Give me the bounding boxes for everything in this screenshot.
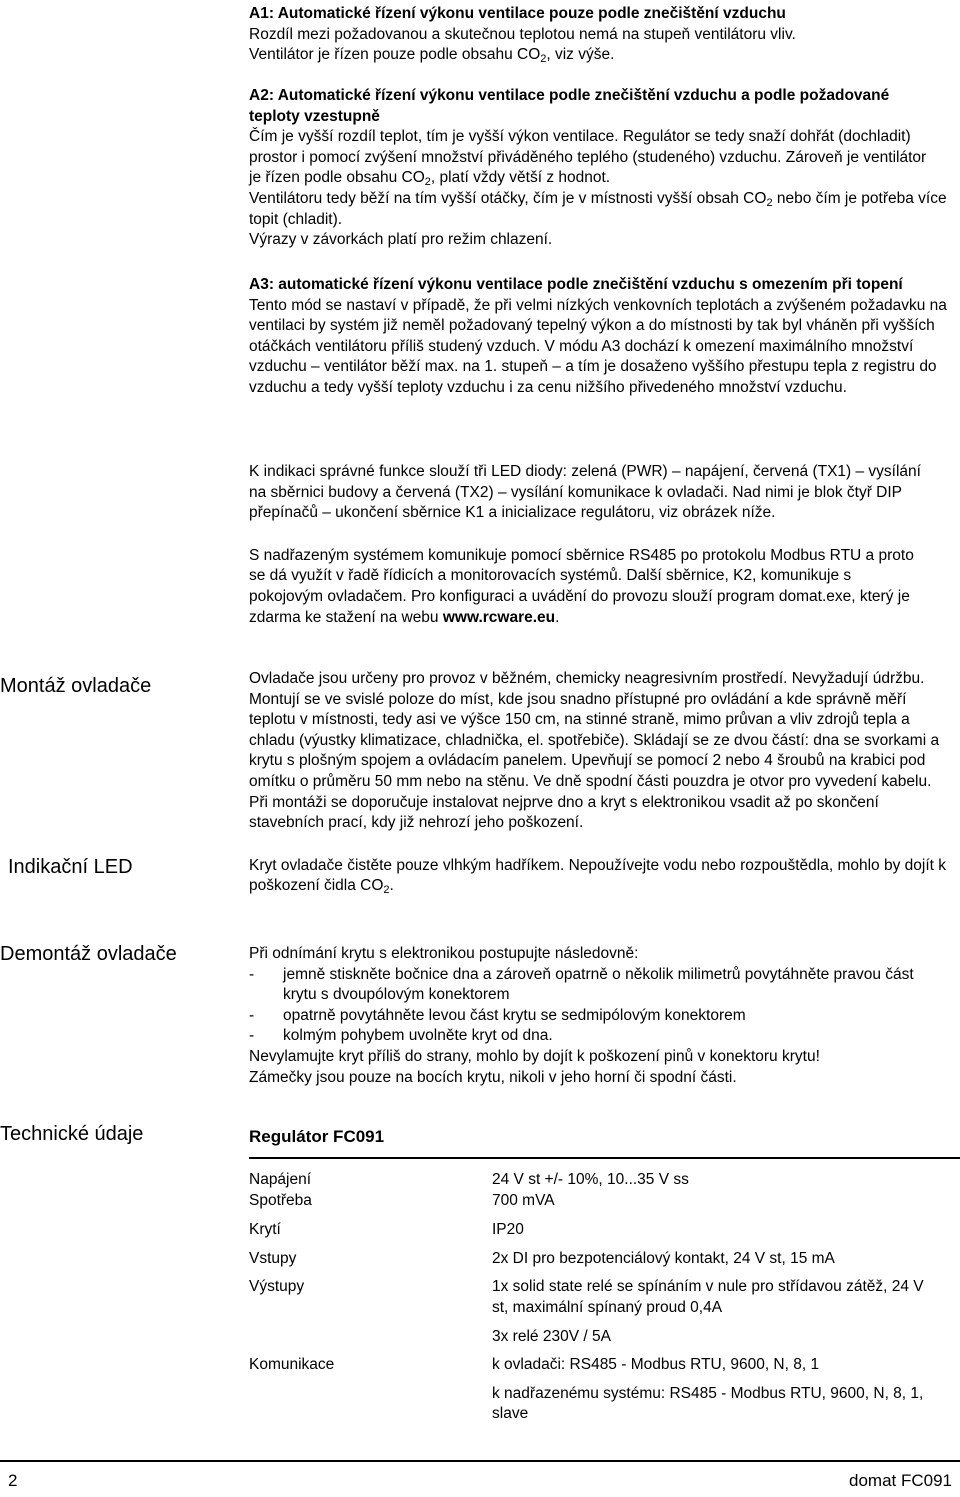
section-a1 [249, 4, 949, 66]
side-heading-led: Indikační LED [8, 856, 133, 878]
a2-paragraph-2: Ventilátoru tedy běží na tím vyšší otáčky, čím je v místnosti vyšší obsah $CO_2$ nebo čím je potřeba více topit (chladit). [249, 189, 947, 228]
footer-product: domat FC091 [849, 1471, 952, 1490]
section-led [249, 462, 949, 628]
spec-row: 3x relé 230V / 5A [492, 1327, 611, 1345]
mount-paragraph-2: Kryt ovladače čistěte pouze vlhkým hadříkem. Nepoužívejte vodu nebo rozpouštědla, mohlo by dojít k poškození čidla $CO_2$. [249, 856, 947, 897]
a1-line2: Ventilátor je řízen pouze podle obsahu $CO_2$, viz výše. [249, 46, 615, 66]
spec-row: Napájení 24 V st +/- 10%, 10...35 V ss [249, 1171, 689, 1188]
tech-title: Regulátor FC091 [249, 1127, 385, 1146]
led-paragraph-2: S nadřazeným systémem komunikuje pomocí sběrnice RS485 po protokolu Modbus RTU a proto se dá využít v řadě řídicích a monitorovacích systémů. Další sběrnice, K2, komunikuje s pokojovým ovladačem. Pro konfiguraci a uvádění do provozu slouží program domat.exe, který je zdarma ke stažení na webu www.rcware.eu. [249, 546, 914, 626]
spec-row: Výstupy 1x solid state relé se spínáním v nule pro střídavou zátěž, 24 V st, maximální spínaný proud 0,4A [249, 1278, 924, 1316]
demount-step: - kolmým pohybem uvolněte kryt od dna. [249, 1027, 553, 1045]
spec-table [249, 1170, 949, 1425]
a2-paragraph-1: Čím je vyšší rozdíl teplot, tím je vyšší výkon ventilace. Regulátor se tedy snaží dohřát (dochladit) prostor i pomocí zvýšení množství přiváděného teplého (studeného) vzduchu. Zároveň je ventilátor je řízen podle obsahu $CO_2$, platí vždy větší z hodnot. [249, 128, 927, 189]
a1-heading: A1: Automatické řízení výkonu ventilace pouze podle znečištění vzduchu [249, 5, 786, 22]
demount-note: Zámečky jsou pouze na bocích krytu, nikoli v jeho horní či spodní části. [249, 1068, 737, 1086]
demount-step: - jemně stiskněte bočnice dna a zároveň opatrně o několik milimetrů povytáhněte pravou část krytu s dvoupólovým konektorem [249, 965, 914, 1004]
side-heading-demount: Demontáž ovladače [0, 943, 177, 965]
footer-page-number: 2 [8, 1471, 18, 1490]
a2-heading: A2: Automatické řízení výkonu ventilace podle znečištění vzduchu a podle požadované teploty vzestupně [249, 87, 890, 125]
spec-row: Krytí IP20 [249, 1221, 524, 1239]
a1-line1: Rozdíl mezi požadovanou a skutečnou teplotou nemá na stupeň ventilátoru vliv. [249, 25, 796, 43]
demount-steps [249, 965, 929, 1047]
footer-divider [0, 1460, 960, 1462]
led-paragraph-1: K indikaci správné funkce slouží tři LED diody: zelená (PWR) – napájení, červená (TX1) – vysílání na sběrnici budovy a červená (TX2) – vysílání komunikace k ovladači. Nad nimi je blok čtyř DIP přepínačů – ukončení sběrnice K1 a inicializace regulátoru, viz obrázek níže. [249, 463, 921, 522]
side-heading-tech: Technické údaje [0, 1123, 144, 1145]
demount-step: - opatrně povytáhněte levou část krytu se sedmipólovým konektorem [249, 1006, 746, 1024]
demount-warning: Nevylamujte kryt příliš do strany, mohlo by dojít k poškození pinů v konektoru krytu! [249, 1047, 820, 1065]
section-demount [249, 944, 949, 1088]
spec-row: Spotřeba 700 mVA [249, 1191, 555, 1209]
tech-divider [249, 1157, 960, 1159]
rcware-link[interactable]: www.rcware.eu [442, 608, 556, 626]
spec-row: Komunikace k ovladači: RS485 - Modbus RTU, 9600, N, 8, 1 [249, 1356, 820, 1374]
spec-row: Vstupy 2x DI pro bezpotenciálový kontakt, 24 V st, 15 mA [249, 1249, 835, 1267]
section-a2 [249, 86, 949, 251]
a3-heading: A3: automatické řízení výkonu ventilace podle znečištění vzduchu s omezením při topení [249, 276, 903, 293]
side-heading-mount: Montáž ovladače [0, 675, 152, 697]
a2-paragraph-3: Výrazy v závorkách platí pro režim chlazení. [249, 231, 553, 249]
a3-body: Tento mód se nastaví v případě, že při velmi nízkých venkovních teplotách a zvýšeném požadavku na ventilaci by systém již neměl požadovaný tepelný výkon a do místnosti by tak byl vháněn při vyšších otáčkách ventilátoru příliš studený vzduch. V módu A3 dochází k omezení maximálního množství vzduchu – ventilátor běží max. na 1. stupeň – a tím je dosaženo vyššího přestupu tepla z registru do vzduchu a tedy vyšší teploty vzduchu i za cenu nižšího přivedeného množství vzduchu. [249, 296, 947, 396]
mount-paragraph-1: Ovladače jsou určeny pro provoz v běžném, chemicky neagresivním prostředí. Nevyžadují údržbu. Montují se ve svislé poloze do míst, kde jsou snadno přístupné pro ovládání a kde správně měří teplotu v místnosti, tedy asi ve výšce 150 cm, na stinné straně, mimo průvan a vliv zdrojů tepla a chladu (výustky klimatizace, chladnička, el. spotřebiče). Skládají se ze dvou částí: dna se svorkami a krytu s plošným spojem a ovládacím panelem. Upevňují se pomocí 2 nebo 4 šroubů na krabici pod omítku o průměru 50 mm nebo na stěnu. Ve dně spodní části pouzdra je otvor pro vyvedení kabelu. Při montáži se doporučuje instalovat nejprve dno a kryt s elektronikou vsadit až po skončení stavebních prací, kdy již nehrozí jeho poškození. [249, 670, 940, 832]
section-mount [249, 669, 949, 897]
section-a3 [249, 275, 949, 399]
spec-row: k nadřazenému systému: RS485 - Modbus RTU, 9600, N, 8, 1, slave [492, 1384, 924, 1423]
demount-intro: Při odnímání krytu s elektronikou postupujte následovně: [249, 945, 639, 962]
